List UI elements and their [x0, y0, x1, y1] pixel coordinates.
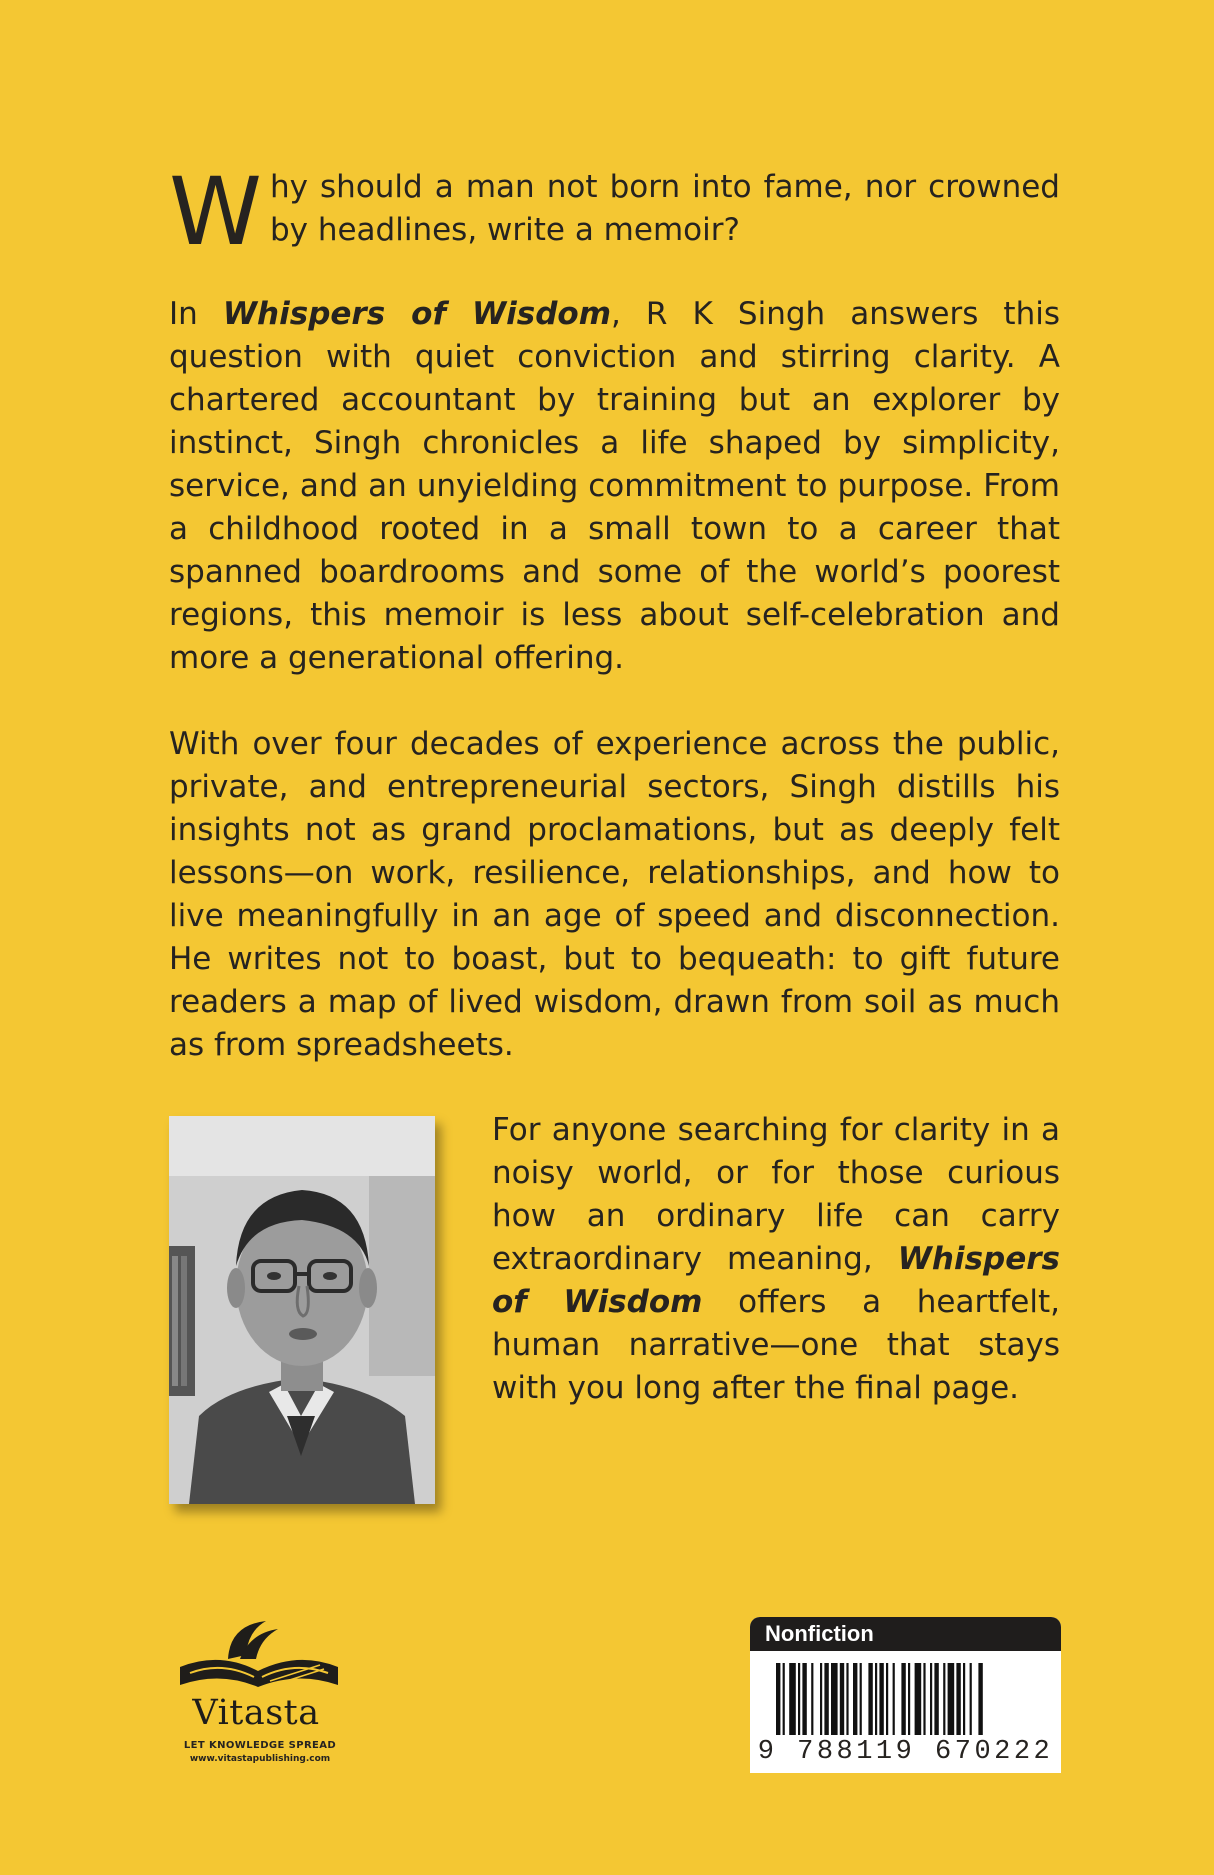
barcode-bar — [886, 1663, 888, 1735]
barcode-bar — [963, 1663, 965, 1735]
isbn-barcode — [750, 1617, 1061, 1773]
barcode-bar — [915, 1663, 922, 1735]
barcode-bar — [956, 1663, 960, 1735]
barcode-bar — [930, 1663, 932, 1735]
barcode-bar — [846, 1663, 848, 1735]
barcode-bar — [879, 1663, 883, 1735]
barcode-bar — [943, 1663, 945, 1735]
barcode-bar — [831, 1663, 838, 1735]
barcode-bar — [789, 1663, 796, 1735]
barcode-bar — [923, 1663, 925, 1735]
barcode-bar — [934, 1663, 938, 1735]
author-photo — [169, 1116, 435, 1504]
book-title-closing: Whispers of Wisdom — [492, 1241, 1060, 1320]
publisher-tagline: LET KNOWLEDGE SPREAD — [183, 1740, 337, 1751]
isbn-number: 9 788119 670222 — [757, 1737, 1054, 1767]
barcode-bar — [776, 1663, 780, 1735]
barcode-bar — [868, 1663, 872, 1735]
barcode-bars — [776, 1663, 1044, 1743]
barcode-bar — [798, 1663, 800, 1735]
publisher-logo — [170, 1615, 350, 1764]
barcode-bar — [970, 1663, 972, 1735]
open-book-icon — [170, 1615, 350, 1699]
book-title: Whispers of Wisdom — [222, 296, 611, 332]
barcode-bar — [824, 1663, 828, 1735]
barcode-bar — [860, 1663, 862, 1735]
barcode-bar — [978, 1663, 982, 1735]
barcode-bar — [811, 1663, 813, 1735]
closing-text: offers a heartfelt, human narrative—one that stays with you long after the final page. — [492, 1284, 1061, 1406]
barcode-bar — [802, 1663, 806, 1735]
author-portrait-image — [169, 1116, 435, 1504]
closing-lead: For anyone searching for clarity in a noisy world, or for those curious how an ordinary life can carry extraordinary meaning, — [492, 1112, 1060, 1277]
intro-text: hy should a man not born into fame, nor crowned by headlines, write a memoir? — [269, 169, 1060, 248]
closing-paragraph — [492, 1109, 1060, 1410]
barcode-bar — [908, 1663, 910, 1735]
publisher-name: Vitasta — [192, 1693, 320, 1733]
genre-label: Nonfiction — [750, 1617, 1061, 1651]
barcode-bar — [948, 1663, 955, 1735]
intro-paragraph — [169, 158, 1060, 267]
barcode-bar — [875, 1663, 877, 1735]
barcode-bar — [820, 1663, 822, 1735]
barcode-bar — [893, 1663, 895, 1735]
barcode-bar — [840, 1663, 844, 1735]
experience-paragraph: With over four decades of experience across the public, private, and entrepreneurial sectors, Singh distills his insights not as grand proclamations, but as deeply felt lessons—on work, resilience, relationships, and how to live meaningfully in an age of speed and disconnection. He writes not to boast, but to bequeath: to gift future readers a map of lived wisdom, drawn from soil as much as from spreadsheets. — [169, 726, 1060, 1063]
barcode-bar — [783, 1663, 785, 1735]
barcode-bar — [901, 1663, 905, 1735]
barcode-bar — [853, 1663, 857, 1735]
synopsis-lead: In — [169, 296, 223, 332]
drop-cap: W — [169, 158, 262, 267]
synopsis-text: , R K Singh answers this question with quiet conviction and stirring clarity. A chartered accountant by training but an explorer by instinct, Singh chronicles a life shaped by simplicity, service, and an unyielding commitment to purpose. From a childhood rooted in a small town to a career that spanned boardrooms and some of the world’s poorest regions, this memoir is less about self-celebration and more a generational offering. — [169, 296, 1060, 676]
publisher-url: www.vitastapublishing.com — [189, 1754, 331, 1764]
synopsis-paragraph — [169, 293, 1060, 680]
